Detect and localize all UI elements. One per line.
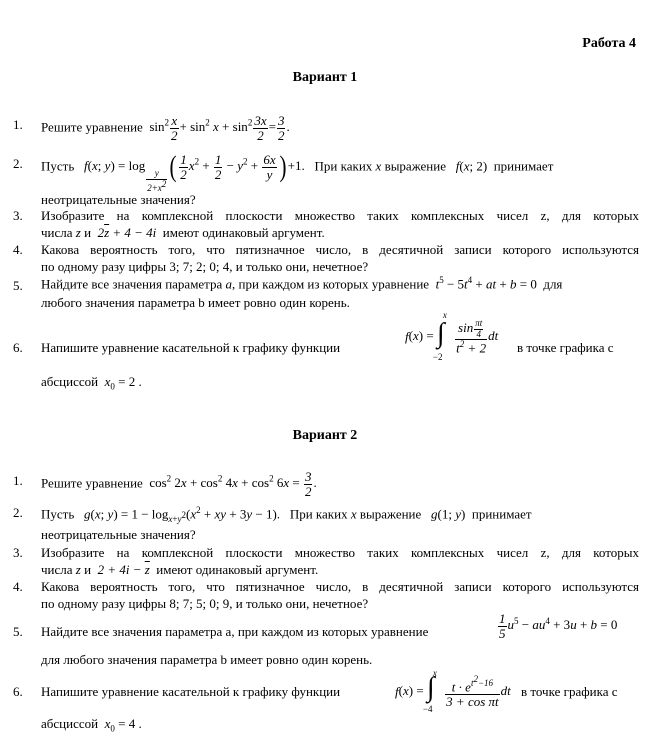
v2-item-5-number: 5. [13, 624, 23, 639]
variant-1-title: Вариант 1 [292, 70, 358, 85]
v2-item-1: Решите уравнение $\cos^2 2x + \cos^2 4x + \cos^2 6x$ = $\frac{3}{2}$ . [41, 469, 317, 499]
v2-item-5-line1: Найдите все значения параметра a, при каждом из которых уравнение [41, 624, 429, 639]
v2-item-6-function: f(x) = x ∫ −4 $\frac{t \cdot e^{t^2-16}}{\text{3 + cos πt}}$ dt [395, 668, 511, 714]
v2-item-6-text: Напишите уравнение касательной к графику функции [41, 684, 341, 699]
v2-item-5-line2: для любого значения параметра b имеет ровно один корень. [41, 652, 373, 667]
v1-item-1-number: 1. [13, 117, 23, 132]
v2-item-2-line1: Пусть g(x; $y) = 1 - \log_{x+y^2}(x^2$ + xy + 3y − 1). При каких x выражение g(1; y) принимает [41, 505, 532, 524]
v1-item-5-line1: Найдите все значения параметра a, при каждом из которых уравнение $t^5 - 5t^4$ + at + b = 0 для [41, 275, 563, 292]
v1-item-2-function: f(x; y) = log $\frac{y}{2+x^2}$ ( $\frac{1}{2}$ $x^2$ + $\frac{1}{2}$ − $y^2$ + $\frac{6x}{y}$ ) +1. [84, 150, 305, 193]
v1-item-3-line2: числа z и $2\overline{z} + 4 - 4i$ имеют одинаковый аргумент. [41, 225, 325, 240]
v2-item-3-line2: числа z и $2 + 4i - \overline{z}$ имеют одинаковый аргумент. [41, 562, 319, 577]
v2-item-6-tail: в точке графика с [521, 684, 618, 699]
v2-item-1-equation: $\cos^2 2x + \cos^2 4x + \cos^2 6x$ = $\frac{3}{2}$ . [149, 469, 317, 499]
v1-item-1-equation: $\sin^2$ $\frac{x}{2}$ + $\sin^2 x + \sin^2$ $\frac{3x}{2}$ = $\frac{3}{2}$ . [149, 113, 290, 143]
v1-item-5-number: 5. [13, 278, 23, 293]
v2-item-3-number: 3. [13, 545, 23, 560]
v1-item-6-text: Напишите уравнение касательной к графику функции [41, 340, 341, 355]
v1-item-4-line2: по одному разу цифры 3; 7; 2; 0; 4, и только они, нечетное? [41, 259, 369, 274]
v2-item-2-number: 2. [13, 505, 23, 520]
v2-item-5-equation: $\frac{1}{5}$ $u^5 - au^4 + 3u + b = 0$ [499, 611, 618, 641]
v1-item-1 [41, 106, 290, 144]
v2-item-1-number: 1. [13, 473, 23, 488]
v1-item-5-line2: любого значения параметра b имеет ровно один корень. [41, 295, 350, 310]
v1-item-2-number: 2. [13, 156, 23, 171]
v1-item-4-line1: Какова вероятность того, что пятизначное число, в десятичной записи которого используются [41, 242, 639, 257]
v1-item-3-line1: Изобразите на комплексной плоскости множество таких комплексных чисел z, для которых [41, 208, 639, 223]
v2-item-6-number: 6. [13, 684, 23, 699]
v1-item-4-number: 4. [13, 242, 23, 257]
v2-item-4-number: 4. [13, 579, 23, 594]
v1-item-2-line1: Пусть f(x; y) = log $\frac{y}{2+x^2}$ ( $\frac{1}{2}$ $x^2$ + $\frac{1}{2}$ − $y^2$ + $\frac{6x}{y}$ ) +1. При каких x выражение f(x; 2) принимает [41, 150, 554, 193]
v2-item-4-line2: по одному разу цифры 8; 7; 5; 0; 9, и только они, нечетное? [41, 596, 369, 611]
v1-item-6-function: f(x) = x ∫ −2 sin $\frac{\pi t}{4}$ $t^2 + 2$ dt [405, 310, 499, 362]
variant-2-title: Вариант 2 [292, 428, 358, 443]
v2-item-2-line2: неотрицательные значения? [41, 527, 196, 542]
v1-item-3-number: 3. [13, 208, 23, 223]
v1-item-2-line2: неотрицательные значения? [41, 192, 196, 207]
v1-item-1-text: Решите уравнение [41, 119, 143, 135]
v1-item-6-number: 6. [13, 340, 23, 355]
v2-item-4-line1: Какова вероятность того, что пятизначное число, в десятичной записи которого используются [41, 579, 639, 594]
v2-item-3-line1: Изобразите на комплексной плоскости множество таких комплексных чисел z, для которых [41, 545, 639, 560]
v1-item-6-line2: абсциссой $x_0 = 2$ . [41, 374, 142, 392]
work-title: Работа 4 [582, 36, 636, 51]
v1-item-6-tail: в точке графика с [517, 340, 614, 355]
v2-item-6-line2: абсциссой $x_0 = 4$ . [41, 716, 142, 734]
